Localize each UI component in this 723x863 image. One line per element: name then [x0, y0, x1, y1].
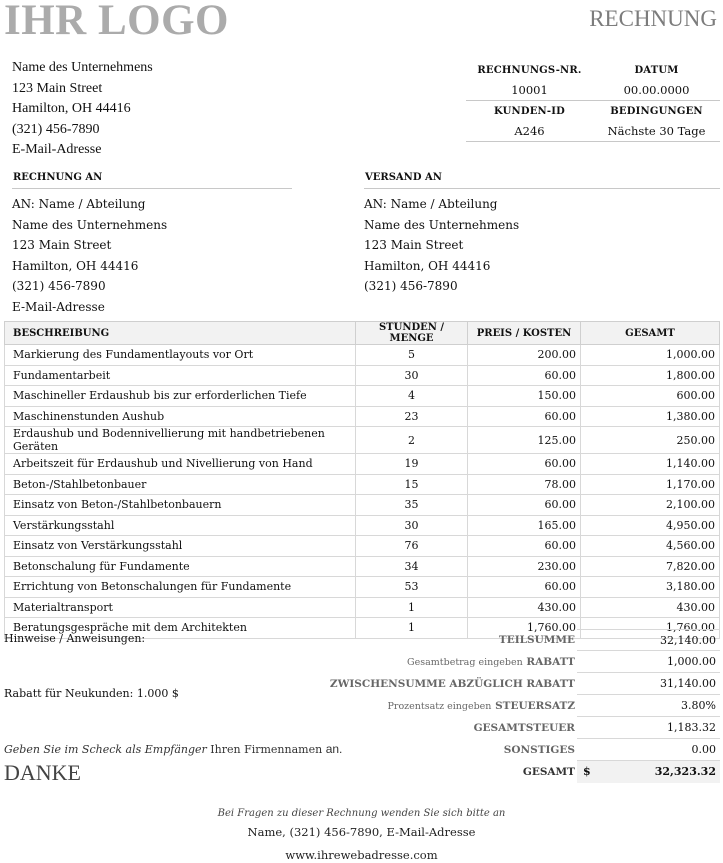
ship-to-heading: VERSAND AN [364, 172, 720, 189]
company-block [12, 58, 153, 161]
footer-contact-prompt: Bei Fragen zu dieser Rechnung wenden Sie sich bitte an [217, 808, 506, 819]
item-description[interactable]: Arbeitszeit für Erdaushub und Nivellierung von Hand [5, 454, 356, 475]
item-description[interactable]: Errichtung von Betonschalungen für Fundamente [5, 577, 356, 598]
other-value[interactable]: 0.00 [577, 739, 720, 761]
table-row [5, 406, 720, 427]
column-header-qty: STUNDEN / MENGE [356, 322, 468, 345]
table-row [5, 577, 720, 598]
table-header-row [5, 322, 720, 345]
item-total: 600.00 [581, 386, 720, 407]
check-payable-note [4, 742, 342, 756]
item-description[interactable]: Einsatz von Beton-/Stahlbetonbauern [5, 495, 356, 516]
totals-block [300, 629, 720, 783]
thank-you-text: DANKE [4, 760, 81, 785]
customer-id[interactable]: A246 [514, 124, 545, 139]
table-row [5, 597, 720, 618]
footer-website[interactable]: www.ihrewebadresse.com [285, 848, 438, 862]
currency-symbol: $ [583, 765, 591, 778]
company-email: E-Mail-Adresse [12, 142, 102, 157]
ship-to-attn: AN: Name / Abteilung [364, 197, 498, 211]
item-total: 3,180.00 [581, 577, 720, 598]
item-qty[interactable]: 53 [356, 577, 468, 598]
table-row [5, 386, 720, 407]
table-row [5, 454, 720, 475]
item-qty[interactable]: 34 [356, 556, 468, 577]
item-qty[interactable]: 2 [356, 427, 468, 454]
total-tax-value: 1,183.32 [577, 717, 720, 739]
item-total: 1,800.00 [581, 365, 720, 386]
item-description[interactable]: Fundamentarbeit [5, 365, 356, 386]
company-phone: (321) 456-7890 [12, 121, 100, 137]
customer-id-label: KUNDEN-ID [494, 105, 565, 117]
table-row [5, 556, 720, 577]
invoice-date[interactable]: 00.00.0000 [623, 83, 690, 98]
table-row [5, 365, 720, 386]
footer-contact-details: Name, (321) 456-7890, E-Mail-Adresse [247, 825, 476, 839]
item-price[interactable]: 165.00 [468, 515, 581, 536]
logo-placeholder: IHR LOGO [4, 0, 230, 44]
company-street: 123 Main Street [12, 80, 103, 96]
item-price[interactable]: 230.00 [468, 556, 581, 577]
item-qty[interactable]: 5 [356, 345, 468, 366]
invoice-number-label: RECHNUNGS-NR. [477, 64, 582, 76]
invoice-number[interactable]: 10001 [511, 83, 548, 98]
company-city: Hamilton, OH 44416 [12, 101, 131, 116]
bill-to-phone: (321) 456-7890 [12, 279, 106, 293]
item-total: 4,950.00 [581, 515, 720, 536]
notes-label: Hinweise / Anweisungen: [4, 632, 146, 645]
item-total: 4,560.00 [581, 536, 720, 557]
item-qty[interactable]: 19 [356, 454, 468, 475]
item-price[interactable]: 60.00 [468, 577, 581, 598]
subtotal-less-discount-label: ZWISCHENSUMME ABZÜGLICH RABATT [329, 678, 575, 690]
item-description[interactable]: Beratungsgespräche mit dem Architekten [5, 618, 356, 639]
total-tax-label: GESAMTSTEUER [473, 722, 575, 734]
grand-total-label: GESAMT [522, 766, 575, 778]
item-description[interactable]: Maschineller Erdaushub bis zur erforderlichen Tiefe [5, 386, 356, 407]
ship-to-block [364, 172, 720, 297]
discount-note[interactable]: Rabatt für Neukunden: 1.000 $ [4, 687, 179, 700]
table-row [5, 427, 720, 454]
line-items-table [4, 321, 720, 639]
subtotal-label: TEILSUMME [498, 634, 575, 646]
table-row [5, 345, 720, 366]
item-qty[interactable]: 30 [356, 365, 468, 386]
bill-to-name: Name des Unternehmens [12, 217, 168, 232]
table-row [5, 474, 720, 495]
taxrate-hint: Prozentsatz eingeben [387, 701, 492, 712]
item-price[interactable]: 1,760.00 [468, 618, 581, 639]
column-header-price: PREIS / KOSTEN [468, 322, 581, 345]
subtotal-less-discount-value: 31,140.00 [577, 673, 720, 695]
invoice-meta [466, 60, 720, 142]
taxrate-label: STEUERSATZ [495, 700, 575, 712]
ship-to-street: 123 Main Street [364, 238, 464, 252]
item-description[interactable]: Markierung des Fundamentlayouts vor Ort [5, 345, 356, 366]
bill-to-attn: AN: Name / Abteilung [12, 197, 146, 211]
terms-label: BEDINGUNGEN [610, 105, 703, 117]
item-qty[interactable]: 35 [356, 495, 468, 516]
check-note-prefix: Geben Sie im Scheck als Empfänger [4, 743, 207, 756]
item-description[interactable]: Beton-/Stahlbetonbauer [5, 474, 356, 495]
column-header-total: GESAMT [581, 322, 720, 345]
company-name: Name des Unternehmens [12, 60, 153, 75]
item-price[interactable]: 150.00 [468, 386, 581, 407]
item-qty[interactable]: 30 [356, 515, 468, 536]
item-description[interactable]: Erdaushub und Bodennivellierung mit handbetriebenen Geräten [5, 427, 356, 454]
item-total: 2,100.00 [581, 495, 720, 516]
table-row [5, 495, 720, 516]
item-total: 7,820.00 [581, 556, 720, 577]
item-total: 1,000.00 [581, 345, 720, 366]
ship-to-name: Name des Unternehmens [364, 217, 520, 232]
item-qty[interactable]: 23 [356, 406, 468, 427]
ship-to-city: Hamilton, OH 44416 [364, 258, 491, 273]
item-total: 1,170.00 [581, 474, 720, 495]
item-description[interactable]: Verstärkungsstahl [5, 515, 356, 536]
item-price[interactable]: 125.00 [468, 427, 581, 454]
grand-total-box [577, 761, 720, 783]
item-qty[interactable]: 4 [356, 386, 468, 407]
document-title: RECHNUNG [589, 6, 717, 31]
ship-to-phone: (321) 456-7890 [364, 279, 458, 293]
discount-label: RABATT [526, 656, 575, 668]
item-price[interactable]: 200.00 [468, 345, 581, 366]
item-qty[interactable]: 76 [356, 536, 468, 557]
item-price[interactable]: 60.00 [468, 454, 581, 475]
item-total: 430.00 [581, 597, 720, 618]
item-qty[interactable]: 1 [356, 597, 468, 618]
item-qty[interactable]: 15 [356, 474, 468, 495]
item-price[interactable]: 78.00 [468, 474, 581, 495]
taxrate-value[interactable]: 3.80% [577, 695, 720, 717]
item-total: 1,760.00 [581, 618, 720, 639]
subtotal-value: 32,140.00 [577, 629, 720, 651]
item-description[interactable]: Einsatz von Verstärkungsstahl [5, 536, 356, 557]
item-price[interactable]: 60.00 [468, 406, 581, 427]
item-description[interactable]: Materialtransport [5, 597, 356, 618]
item-price[interactable]: 60.00 [468, 495, 581, 516]
check-note-end: an. [325, 742, 343, 756]
bill-to-street: 123 Main Street [12, 238, 112, 252]
discount-value[interactable]: 1,000.00 [577, 651, 720, 673]
item-price[interactable]: 60.00 [468, 365, 581, 386]
discount-hint: Gesamtbetrag eingeben [407, 657, 523, 668]
bill-to-city: Hamilton, OH 44416 [12, 258, 139, 273]
payment-terms[interactable]: Nächste 30 Tage [607, 124, 706, 139]
item-total: 250.00 [581, 427, 720, 454]
item-price[interactable]: 430.00 [468, 597, 581, 618]
other-label: SONSTIGES [503, 744, 575, 756]
item-total: 1,140.00 [581, 454, 720, 475]
item-description[interactable]: Betonschalung für Fundamente [5, 556, 356, 577]
bill-to-heading: RECHNUNG AN [12, 172, 292, 189]
item-description[interactable]: Maschinenstunden Aushub [5, 406, 356, 427]
bill-to-email: E-Mail-Adresse [12, 299, 105, 314]
date-label: DATUM [634, 64, 679, 76]
item-qty[interactable]: 1 [356, 618, 468, 639]
item-price[interactable]: 60.00 [468, 536, 581, 557]
bill-to-block [12, 172, 292, 317]
item-total: 1,380.00 [581, 406, 720, 427]
column-header-description: BESCHREIBUNG [5, 322, 356, 345]
grand-total-value: 32,323.32 [654, 765, 716, 778]
table-row [5, 515, 720, 536]
table-row [5, 536, 720, 557]
check-note-company: Ihren Firmennamen [210, 743, 323, 756]
